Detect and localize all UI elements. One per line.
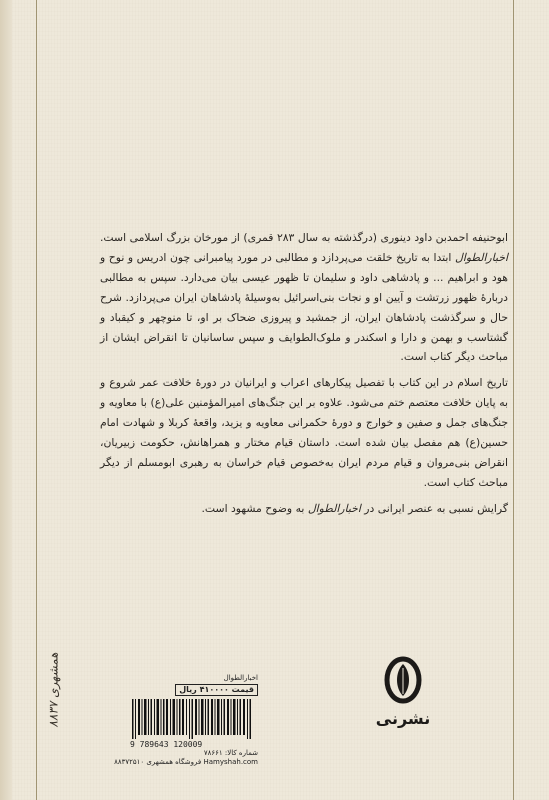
price-tag: قیمت ۴۱۰۰۰۰ ریال bbox=[175, 684, 258, 696]
blurb-p1-end: ابتدا به تاریخ خلقت می‌پردازد و مطالبی در مورد پیامبرانی چون ادریس و نوح و هود و ابراهیم ... و پادشاهی داود و سلیمان تا ظهور عیسی بیان می‌دارد. سپس به مطالبی دربارهٔ ظهور زرتشت و آیین او و نجات بنی‌اسرائیل به‌وسیلهٔ پادشاهان ایران می‌پردازد. شرح حال و سرگذشت پادشاهان ایران، از جمشید و پیروزی ضحاک بر او، تا منوچهر و کیقباد و گشتاسب و بهمن و دارا و اسکندر و ملوک‌الطوایف و سپس ساسانیان تا انقراض ایشان از مباحث دیگر کتاب است. bbox=[100, 250, 508, 364]
barcode-label bbox=[114, 674, 258, 770]
blurb-text bbox=[100, 228, 508, 519]
barcode-title: اخبارالطوال bbox=[223, 674, 258, 682]
spine-edge bbox=[0, 0, 12, 800]
blurb-paragraph-2: تاریخ اسلام در این کتاب با تفصیل پیکارهای اعراب و ایرانیان در دورهٔ خلافت عمر شروع و به پایان خلافت معتصم ختم می‌شود. علاوه بر این جنگ‌های امیرالمؤمنین علی(ع) با معاویه و جنگ‌های جمل و صفین و خوارج و دورهٔ حکمرانی معاویه و یزید، واقعهٔ کربلا و شهادت امام حسین(ع) هم مفصل بیان شده است. داستان قیام مختار و همراهانش، حکومت زبیریان، انقراض بنی‌مروان و قیام مردم ایران به‌خصوص قیام خراسان به رهبری ابومسلم از دیگر مباحث کتاب است. bbox=[100, 376, 508, 489]
barcode-image bbox=[130, 699, 258, 739]
book-title-italic: اخبارالطوال bbox=[454, 250, 508, 264]
blurb-paragraph-1 bbox=[100, 228, 508, 367]
barcode-digits: 9 789643 120009 bbox=[130, 740, 203, 749]
book-title-italic-2: اخبارالطوال bbox=[307, 501, 361, 515]
store-label: Hamyshah.com فروشگاه همشهری ۸۸۳۷۲۵۱۰ bbox=[114, 758, 258, 766]
handwritten-note-text: ۸۸۳۷ همشهری bbox=[47, 652, 61, 728]
blurb-paragraph-3 bbox=[100, 499, 508, 519]
publisher-name: نشرنی bbox=[375, 709, 431, 728]
blurb-p1-start: ابوحنیفه احمدبن داود دینوری (درگذشته به سال ۲۸۳ قمری) از مورخان بزرگ اسلامی است. bbox=[100, 231, 508, 244]
blurb-p3-end: به وضوح مشهود است. bbox=[201, 501, 305, 515]
item-code: شماره کالا: ۷۸۶۶۱ bbox=[203, 749, 258, 757]
blurb-p3-start: گرایش نسبی به عنصر ایرانی در bbox=[364, 501, 508, 515]
handwritten-note bbox=[34, 640, 74, 740]
